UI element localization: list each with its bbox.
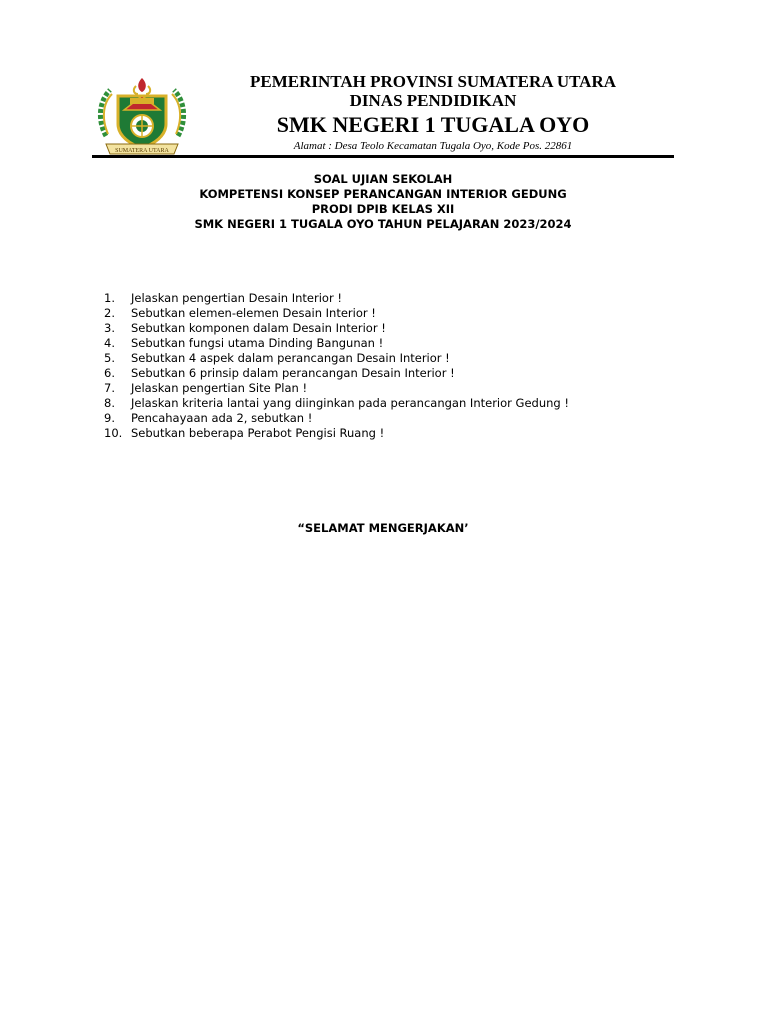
question-text: Sebutkan fungsi utama Dinding Bangunan !	[131, 336, 384, 350]
question-text: Sebutkan 6 prinsip dalam perancangan Desain Interior !	[131, 366, 455, 380]
question-text: Sebutkan elemen-elemen Desain Interior !	[131, 306, 376, 320]
question-text: Pencahayaan ada 2, sebutkan !	[131, 411, 313, 425]
exam-title-line: SMK NEGERI 1 TUGALA OYO TAHUN PELAJARAN 2023/2024	[194, 217, 572, 231]
question-item	[104, 396, 664, 411]
question-number: 6.	[104, 366, 115, 380]
school-name: SMK NEGERI 1 TUGALA OYO	[276, 112, 590, 137]
question-text: Sebutkan beberapa Perabot Pengisi Ruang !	[131, 426, 385, 440]
exam-title-line: SOAL UJIAN SEKOLAH	[313, 172, 453, 186]
question-number: 9.	[104, 411, 115, 425]
question-item	[104, 381, 664, 396]
question-text: Jelaskan pengertian Site Plan !	[131, 381, 308, 395]
question-number: 2.	[104, 306, 115, 320]
question-number: 4.	[104, 336, 115, 350]
exam-title-line: KOMPETENSI KONSEP PERANCANGAN INTERIOR GEDUNG	[199, 187, 567, 201]
question-text: Sebutkan komponen dalam Desain Interior !	[131, 321, 386, 335]
closing-message: “SELAMAT MENGERJAKAN’	[297, 521, 469, 535]
letterhead	[92, 70, 674, 160]
question-text: Jelaskan pengertian Desain Interior !	[131, 291, 342, 305]
question-number: 5.	[104, 351, 115, 365]
question-item	[104, 366, 664, 381]
provincial-emblem-icon	[96, 74, 188, 158]
question-list	[104, 291, 664, 441]
letterhead-text	[202, 70, 664, 153]
question-text: Sebutkan 4 aspek dalam perancangan Desain Interior !	[131, 351, 450, 365]
school-address: Alamat : Desa Teolo Kecamatan Tugala Oyo, Kode Pos. 22861	[293, 140, 573, 152]
svg-text:SUMATERA UTARA: SUMATERA UTARA	[115, 148, 169, 154]
department-name: DINAS PENDIDIKAN	[349, 91, 517, 110]
question-text: Jelaskan kriteria lantai yang diinginkan pada perancangan Interior Gedung !	[131, 396, 569, 410]
question-number: 7.	[104, 381, 115, 395]
question-item	[104, 351, 664, 366]
question-number: 10.	[104, 426, 123, 440]
question-item	[104, 306, 664, 321]
exam-title	[92, 172, 674, 232]
letterhead-divider	[92, 155, 674, 158]
question-item	[104, 291, 664, 306]
question-item	[104, 321, 664, 336]
question-item	[104, 336, 664, 351]
question-item	[104, 426, 664, 441]
question-number: 3.	[104, 321, 115, 335]
government-name: PEMERINTAH PROVINSI SUMATERA UTARA	[250, 72, 616, 91]
question-number: 1.	[104, 291, 115, 305]
question-item	[104, 411, 664, 426]
exam-title-line: PRODI DPIB KELAS XII	[311, 202, 455, 216]
question-number: 8.	[104, 396, 115, 410]
